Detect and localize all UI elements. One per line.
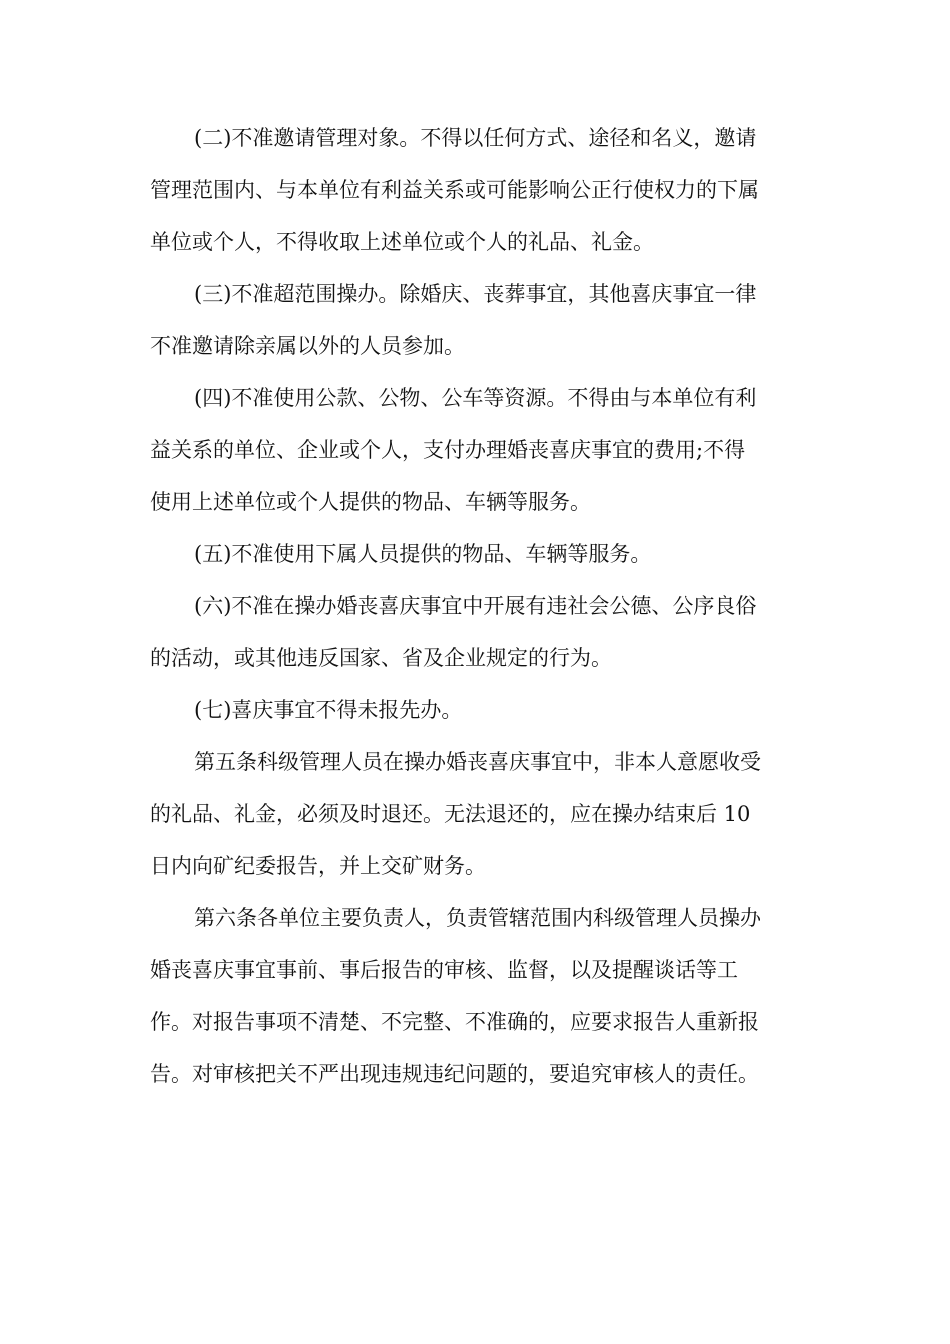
paragraph-6	[150, 580, 800, 684]
paragraph-line: 日内向矿纪委报告，并上交矿财务。	[150, 854, 486, 878]
paragraph-line: 单位或个人，不得收取上述单位或个人的礼品、礼金。	[150, 230, 654, 254]
paragraph-line: 的礼品、礼金，必须及时退还。无法退还的，应在操办结束后 10	[150, 802, 751, 826]
paragraph-line: 使用上述单位或个人提供的物品、车辆等服务。	[150, 490, 591, 514]
document-body	[150, 112, 800, 1100]
paragraph-3	[150, 268, 800, 372]
paragraph-2	[150, 112, 800, 268]
paragraph-line: (四)不准使用公款、公物、公车等资源。不得由与本单位有利	[194, 386, 757, 410]
article-6	[150, 892, 800, 1100]
paragraph-line: (七)喜庆事宜不得未报先办。	[194, 698, 463, 722]
paragraph-line: (三)不准超范围操办。除婚庆、丧葬事宜，其他喜庆事宜一律	[194, 282, 757, 306]
paragraph-line: 不准邀请除亲属以外的人员参加。	[150, 334, 465, 358]
paragraph-line: (五)不准使用下属人员提供的物品、车辆等服务。	[194, 542, 652, 566]
paragraph-line: 作。对报告事项不清楚、不完整、不准确的，应要求报告人重新报	[150, 1010, 759, 1034]
paragraph-line: 婚丧喜庆事宜事前、事后报告的审核、监督，以及提醒谈话等工	[150, 958, 738, 982]
paragraph-line: (二)不准邀请管理对象。不得以任何方式、途径和名义，邀请	[194, 126, 757, 150]
paragraph-5	[150, 528, 800, 580]
article-5	[150, 736, 800, 892]
paragraph-line: 益关系的单位、企业或个人，支付办理婚丧喜庆事宜的费用;不得	[150, 438, 746, 462]
paragraph-line: 管理范围内、与本单位有利益关系或可能影响公正行使权力的下属	[150, 178, 759, 202]
paragraph-line: 第六条各单位主要负责人，负责管辖范围内科级管理人员操办	[194, 906, 761, 930]
paragraph-line: 告。对审核把关不严出现违规违纪问题的，要追究审核人的责任。	[150, 1062, 759, 1086]
paragraph-line: (六)不准在操办婚丧喜庆事宜中开展有违社会公德、公序良俗	[194, 594, 757, 618]
paragraph-7	[150, 684, 800, 736]
paragraph-line: 的活动，或其他违反国家、省及企业规定的行为。	[150, 646, 612, 670]
paragraph-4	[150, 372, 800, 528]
paragraph-line: 第五条科级管理人员在操办婚丧喜庆事宜中，非本人意愿收受	[194, 750, 761, 774]
